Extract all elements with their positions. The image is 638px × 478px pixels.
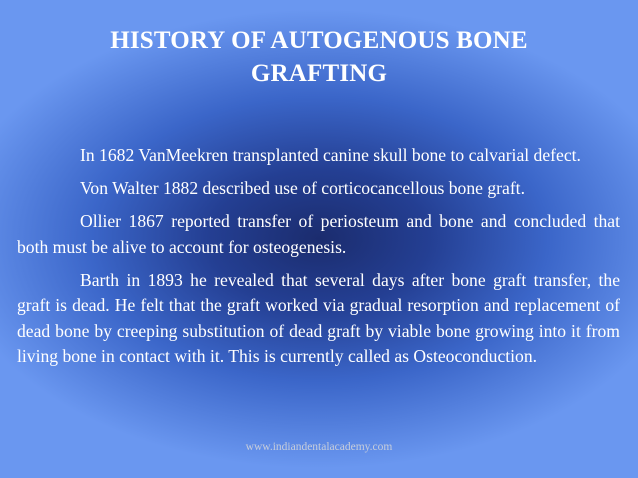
slide-title: HISTORY OF AUTOGENOUS BONE GRAFTING xyxy=(110,27,528,87)
slide-body xyxy=(17,143,620,377)
watermark: www.indiandentalacademy.com xyxy=(245,441,393,453)
paragraph-barth: Barth in 1893 he revealed that several days after bone graft transfer, the graft is dead. He felt that the graft worked via gradual resorption and replacement of dead bone by creeping substitution of dead graft by viable bone growing into it from living bone in contact with it. This is currently called as Osteoconduction. xyxy=(17,269,620,366)
paragraph-ollier: Ollier 1867 reported transfer of periosteum and bone and concluded that both must be alive to account for osteogenesis. xyxy=(17,211,620,257)
paragraph-von-walter: Von Walter 1882 described use of corticocancellous bone graft. xyxy=(80,178,525,198)
paragraph-vanmeekren: In 1682 VanMeekren transplanted canine skull bone to calvarial defect. xyxy=(80,145,581,165)
